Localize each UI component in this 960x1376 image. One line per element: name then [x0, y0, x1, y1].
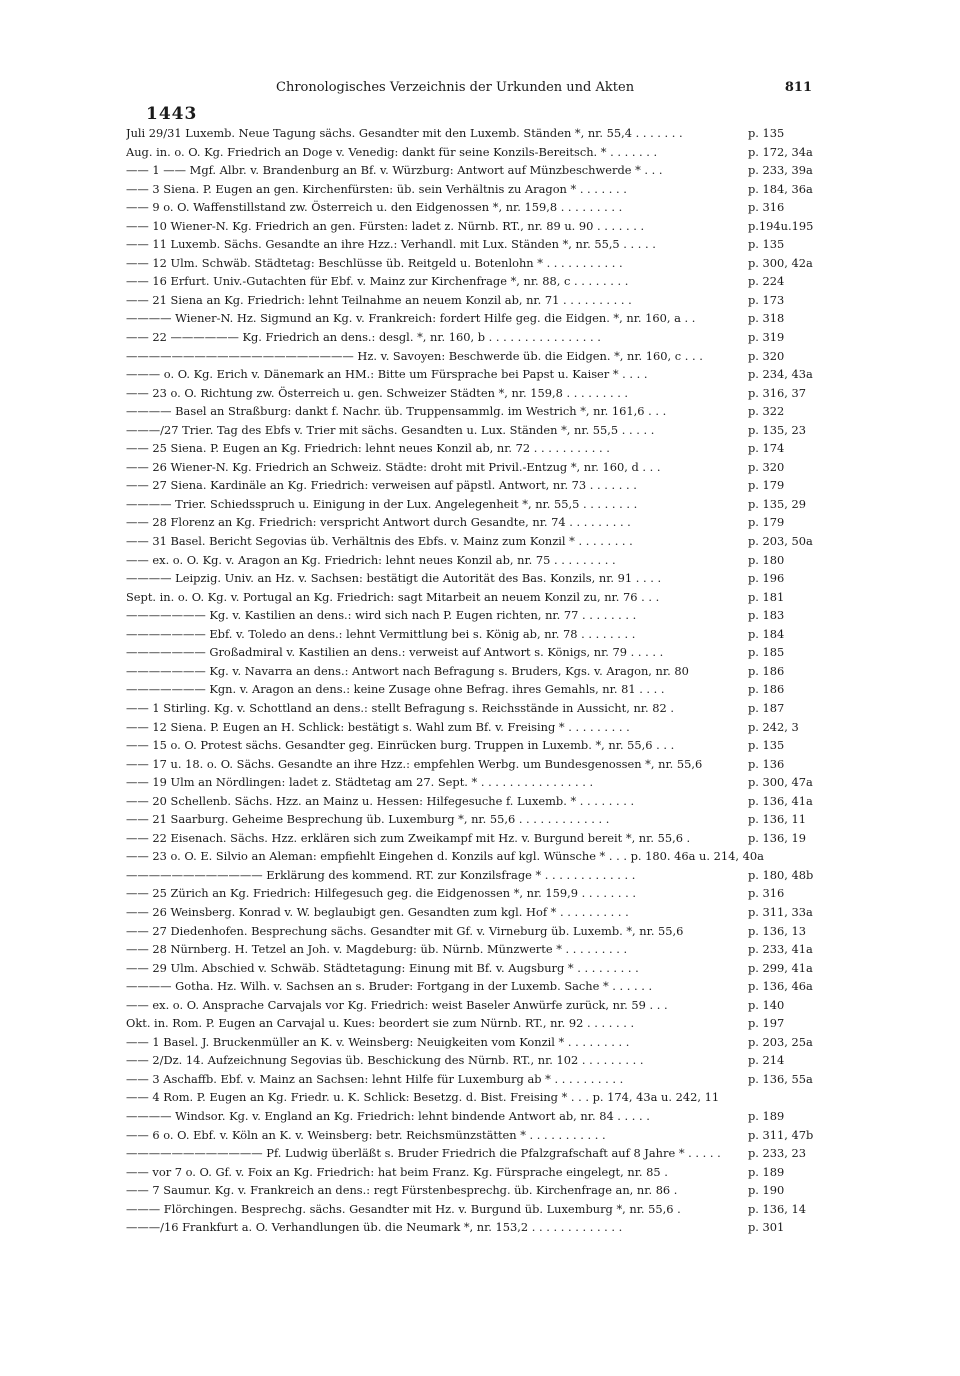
- page-reference: p. 311, 47b: [746, 1126, 814, 1145]
- page-reference: p. 203, 50a: [746, 532, 814, 551]
- entry-text: ——— o. O. Kg. Erich v. Dänemark an HM.: Bitte um Fürsprache bei Papst u. Kaiser * . . . .: [126, 367, 648, 382]
- list-item: [126, 1033, 814, 1052]
- page-reference: p. 136: [746, 755, 814, 774]
- list-item: [126, 643, 814, 662]
- page-reference: p. 316: [746, 198, 814, 217]
- entry-text: —— 1 Stirling. Kg. v. Schottland an dens.: stellt Befragung s. Reichsstände in Aussicht, nr. 82 .: [126, 700, 674, 715]
- page-reference: p. 135, 29: [746, 495, 814, 514]
- entry-text: ———— Trier. Schiedsspruch u. Einigung in der Lux. Angelegenheit *, nr. 55,5 . . . . . . . .: [126, 496, 638, 511]
- list-item: [126, 272, 814, 291]
- page-reference: p. 234, 43a: [746, 365, 814, 384]
- running-header: [120, 80, 812, 100]
- page-reference: p. 184, 36a: [746, 180, 814, 199]
- entry-text: ———— Windsor. Kg. v. England an Kg. Friedrich: lehnt bindende Antwort ab, nr. 84 . . . . .: [126, 1108, 650, 1123]
- page-reference: p. 140: [746, 996, 814, 1015]
- entry-text: —— 25 Zürich an Kg. Friedrich: Hilfegesuch geg. die Eidgenossen *, nr. 159,9 . . . . . . . .: [126, 886, 636, 901]
- entry-text: ———————————————————— Hz. v. Savoyen: Beschwerde üb. die Eidgen. *, nr. 160, c . . .: [126, 348, 703, 363]
- page-reference: p. 233, 23: [746, 1144, 814, 1163]
- list-item: [126, 829, 814, 848]
- page-reference: p. 180, 48b: [746, 866, 814, 885]
- entry-text: —— ex. o. O. Ansprache Carvajals vor Kg. Friedrich: weist Baseler Anwürfe zurück, nr. 59 . . .: [126, 997, 668, 1012]
- list-item: [126, 866, 814, 885]
- entry-text: —— ex. o. O. Kg. v. Aragon an Kg. Friedrich: lehnt neues Konzil ab, nr. 75 . . . . . . . . .: [126, 552, 616, 567]
- list-item: [126, 625, 814, 644]
- page-reference: p. 311, 33a: [746, 903, 814, 922]
- page-reference: p. 187: [746, 699, 814, 718]
- list-item: [126, 458, 814, 477]
- list-item: [126, 1126, 814, 1145]
- page-reference: p. 135, 23: [746, 421, 814, 440]
- page-reference: p. 189: [746, 1163, 814, 1182]
- entry-text: —— 1 —— Mgf. Albr. v. Brandenburg an Bf. v. Würzburg: Antwort auf Münzbeschwerde * . . .: [126, 163, 663, 178]
- page-reference: p. 320: [746, 458, 814, 477]
- page-number: 811: [784, 80, 812, 95]
- list-item: [126, 1181, 814, 1200]
- entry-text: —— 22 Eisenach. Sächs. Hzz. erklären sich zum Zweikampf mit Hz. v. Burgund bereit *, nr. 55,6 .: [126, 830, 691, 845]
- entry-text: ——————— Kg. v. Kastilien an dens.: wird sich nach P. Eugen richten, nr. 77 . . . . . . . .: [126, 608, 637, 623]
- list-item: [126, 662, 814, 681]
- list-item: [126, 532, 814, 551]
- list-item: [126, 847, 814, 866]
- page-reference: p. 316: [746, 884, 814, 903]
- year-heading: 1443: [146, 104, 198, 124]
- list-item: [126, 347, 814, 366]
- entry-text: ——————— Kg. v. Navarra an dens.: Antwort nach Befragung s. Bruders, Kgs. v. Aragon, nr. 80: [126, 663, 689, 678]
- entry-text: —— 27 Diedenhofen. Besprechung sächs. Gesandter mit Gf. v. Virneburg üb. Luxemb. *, nr. 55,6: [126, 923, 684, 938]
- list-item: [126, 959, 814, 978]
- list-item: [126, 513, 814, 532]
- list-item: [126, 1051, 814, 1070]
- entry-text: Sept. in. o. O. Kg. v. Portugal an Kg. Friedrich: sagt Mitarbeit an neuem Konzil zu, nr. 76 . . .: [126, 589, 660, 604]
- entry-text: —— 1 Basel. J. Bruckenmüller an K. v. Weinsberg: Neuigkeiten vom Konzil * . . . . . . . . .: [126, 1034, 630, 1049]
- entry-text: —— 25 Siena. P. Eugen an Kg. Friedrich: lehnt neues Konzil ab, nr. 72 . . . . . . . . . . .: [126, 441, 610, 456]
- list-item: [126, 384, 814, 403]
- page-reference: p. 136, 13: [746, 922, 814, 941]
- page-reference: p. 197: [746, 1014, 814, 1033]
- header-title: Chronologisches Verzeichnis der Urkunden und Akten: [276, 80, 635, 95]
- list-item: [126, 254, 814, 273]
- list-item: [126, 198, 814, 217]
- entry-text: —— 21 Saarburg. Geheime Besprechung üb. Luxemburg *, nr. 55,6 . . . . . . . . . . . . .: [126, 812, 610, 827]
- list-item: [126, 699, 814, 718]
- entry-text: —— 28 Nürnberg. H. Tetzel an Joh. v. Magdeburg: üb. Nürnb. Münzwerte * . . . . . . . . .: [126, 942, 628, 957]
- page-reference: p. 179: [746, 513, 814, 532]
- list-item: [126, 736, 814, 755]
- entry-text: —— 11 Luxemb. Sächs. Gesandte an ihre Hzz.: Verhandl. mit Lux. Ständen *, nr. 55,5 . . . . .: [126, 237, 656, 252]
- entry-text: —— 3 Aschaffb. Ebf. v. Mainz an Sachsen: lehnt Hilfe für Luxemburg ab * . . . . . . . . . .: [126, 1071, 624, 1086]
- page-reference: p. 186: [746, 680, 814, 699]
- list-item: [126, 235, 814, 254]
- chronology-list: [126, 124, 814, 1237]
- list-item: [126, 922, 814, 941]
- page-reference: p. 181: [746, 588, 814, 607]
- list-item: [126, 1144, 814, 1163]
- page-reference: p. 172, 34a: [746, 143, 814, 162]
- page-reference: p. 135: [746, 235, 814, 254]
- entry-text: —— 21 Siena an Kg. Friedrich: lehnt Teilnahme an neuem Konzil ab, nr. 71 . . . . . . . . . .: [126, 292, 632, 307]
- list-item: [126, 291, 814, 310]
- entry-text: ———/27 Trier. Tag des Ebfs v. Trier mit sächs. Gesandten u. Lux. Ständen *, nr. 55,5 . . . . .: [126, 422, 655, 437]
- list-item: [126, 903, 814, 922]
- entry-text: —— 19 Ulm an Nördlingen: ladet z. Städtetag am 27. Sept. * . . . . . . . . . . . . . . . .: [126, 775, 594, 790]
- list-item: [126, 180, 814, 199]
- list-item: [126, 161, 814, 180]
- page-reference: p. 174: [746, 439, 814, 458]
- page-reference: p. 196: [746, 569, 814, 588]
- list-item: [126, 551, 814, 570]
- page-reference: p. 136, 41a: [746, 792, 814, 811]
- page-reference: p. 316, 37: [746, 384, 814, 403]
- entry-text: —— 29 Ulm. Abschied v. Schwäb. Städtetagung: Einung mit Bf. v. Augsburg * . . . . . . . . .: [126, 960, 639, 975]
- list-item: [126, 421, 814, 440]
- list-item: [126, 124, 814, 143]
- page-reference: p. 242, 3: [746, 718, 814, 737]
- page-reference: p. 136, 19: [746, 829, 814, 848]
- entry-text: —— 2/Dz. 14. Aufzeichnung Segovias üb. Beschickung des Nürnb. RT., nr. 102 . . . . . . . . .: [126, 1053, 644, 1068]
- entry-text: —— 4 Rom. P. Eugen an Kg. Friedr. u. K. Schlick: Besetzg. d. Bist. Freising * . . . p. 174, 43a u. 242, 11: [126, 1090, 720, 1105]
- entry-text: ———— Gotha. Hz. Wilh. v. Sachsen an s. Bruder: Fortgang in der Luxemb. Sache * . . . . . .: [126, 979, 653, 994]
- list-item: [126, 977, 814, 996]
- page-reference: p. 183: [746, 606, 814, 625]
- list-item: [126, 1200, 814, 1219]
- page-reference: p. 136, 14: [746, 1200, 814, 1219]
- page-reference: p. 299, 41a: [746, 959, 814, 978]
- page-reference: p.194u.195: [746, 217, 814, 236]
- entry-text: —— 15 o. O. Protest sächs. Gesandter geg. Einrücken burg. Truppen in Luxemb. *, nr. 55,6 . . .: [126, 738, 675, 753]
- entry-text: ———— Basel an Straßburg: dankt f. Nachr. üb. Truppensammlg. im Westrich *, nr. 161,6 . . .: [126, 404, 667, 419]
- entry-text: ——— Flörchingen. Besprechg. sächs. Gesandter mit Hz. v. Burgund üb. Luxemburg *, nr. 55,6 .: [126, 1201, 681, 1216]
- entry-text: —— 16 Erfurt. Univ.-Gutachten für Ebf. v. Mainz zur Kirchenfrage *, nr. 88, c . . . . . . . .: [126, 274, 629, 289]
- list-item: [126, 606, 814, 625]
- list-item: [126, 940, 814, 959]
- list-item: [126, 1070, 814, 1089]
- page-reference: p. 179: [746, 476, 814, 495]
- list-item: [126, 439, 814, 458]
- list-item: [126, 328, 814, 347]
- entry-text: —— 22 —————— Kg. Friedrich an dens.: desgl. *, nr. 160, b . . . . . . . . . . . . . . . .: [126, 330, 601, 345]
- page-reference: p. 320: [746, 347, 814, 366]
- list-item: [126, 792, 814, 811]
- list-item: [126, 996, 814, 1015]
- entry-text: —— 7 Saumur. Kg. v. Frankreich an dens.: regt Fürstenbesprechg. üb. Kirchenfrage an, nr. 86 .: [126, 1183, 678, 1198]
- entry-text: ———— Wiener-N. Hz. Sigmund an Kg. v. Frankreich: fordert Hilfe geg. die Eidgen. *, nr. 160, a . .: [126, 311, 696, 326]
- list-item: [126, 1107, 814, 1126]
- entry-text: ———————————— Pf. Ludwig überläßt s. Bruder Friedrich die Pfalzgrafschaft auf 8 Jahre * . . . . .: [126, 1146, 721, 1161]
- page-reference: p. 233, 39a: [746, 161, 814, 180]
- list-item: [126, 755, 814, 774]
- page-reference: p. 135: [746, 124, 814, 143]
- entry-text: —— 12 Siena. P. Eugen an H. Schlick: bestätigt s. Wahl zum Bf. v. Freising * . . . . . . . . .: [126, 719, 630, 734]
- list-item: [126, 884, 814, 903]
- entry-text: —— vor 7 o. O. Gf. v. Foix an Kg. Friedrich: hat beim Franz. Kg. Fürsprache eingelegt, nr. 85 .: [126, 1164, 668, 1179]
- entry-text: —— 23 o. O. E. Silvio an Aleman: empfiehlt Eingehen d. Konzils auf kgl. Wünsche * . . . p. 180. 46a u. 214, 40a: [126, 849, 764, 864]
- entry-text: ——————— Kgn. v. Aragon an dens.: keine Zusage ohne Befrag. ihres Gemahls, nr. 81 . . . .: [126, 682, 665, 697]
- page-reference: p. 189: [746, 1107, 814, 1126]
- page-reference: p. 136, 11: [746, 810, 814, 829]
- page-reference: p. 136, 55a: [746, 1070, 814, 1089]
- page-reference: p. 319: [746, 328, 814, 347]
- entry-text: Aug. in. o. O. Kg. Friedrich an Doge v. Venedig: dankt für seine Konzils-Bereitsch. * . . . . . . .: [126, 144, 658, 159]
- page-reference: p. 186: [746, 662, 814, 681]
- entry-text: —— 20 Schellenb. Sächs. Hzz. an Mainz u. Hessen: Hilfegesuche f. Luxemb. * . . . . . . . .: [126, 793, 635, 808]
- page-reference: p. 300, 42a: [746, 254, 814, 273]
- entry-text: ——————— Großadmiral v. Kastilien an dens.: verweist auf Antwort s. Königs, nr. 79 . . . . .: [126, 645, 664, 660]
- entry-text: Okt. in. Rom. P. Eugen an Carvajal u. Kues: beordert sie zum Nürnb. RT., nr. 92 . . . . . . .: [126, 1016, 635, 1031]
- page-reference: p. 135: [746, 736, 814, 755]
- page-reference: p. 190: [746, 1181, 814, 1200]
- page-reference: p. 322: [746, 402, 814, 421]
- list-item: [126, 588, 814, 607]
- entry-text: —— 23 o. O. Richtung zw. Österreich u. gen. Schweizer Städten *, nr. 159,8 . . . . . . . . .: [126, 385, 629, 400]
- page-reference: p. 136, 46a: [746, 977, 814, 996]
- list-item: [126, 217, 814, 236]
- entry-text: —— 26 Wiener-N. Kg. Friedrich an Schweiz. Städte: droht mit Privil.-Entzug *, nr. 160, d . . .: [126, 459, 661, 474]
- list-item: [126, 810, 814, 829]
- entry-text: —— 26 Weinsberg. Konrad v. W. beglaubigt gen. Gesandten zum kgl. Hof * . . . . . . . . . .: [126, 904, 629, 919]
- list-item: [126, 143, 814, 162]
- page-reference: p. 185: [746, 643, 814, 662]
- list-item: [126, 1014, 814, 1033]
- list-item: [126, 1088, 814, 1107]
- entry-text: Juli 29/31 Luxemb. Neue Tagung sächs. Gesandter mit den Luxemb. Ständen *, nr. 55,4 . . . . . . .: [126, 126, 683, 140]
- page-reference: p. 184: [746, 625, 814, 644]
- entry-text: ——————— Ebf. v. Toledo an dens.: lehnt Vermittlung bei s. König ab, nr. 78 . . . . . . . .: [126, 626, 636, 641]
- list-item: [126, 365, 814, 384]
- list-item: [126, 773, 814, 792]
- list-item: [126, 569, 814, 588]
- list-item: [126, 476, 814, 495]
- list-item: [126, 402, 814, 421]
- entry-text: —— 31 Basel. Bericht Segovias üb. Verhältnis des Ebfs. v. Mainz zum Konzil * . . . . . . . .: [126, 534, 633, 549]
- page-reference: p. 173: [746, 291, 814, 310]
- page-reference: p. 318: [746, 309, 814, 328]
- page-reference: p. 203, 25a: [746, 1033, 814, 1052]
- entry-text: ———— Leipzig. Univ. an Hz. v. Sachsen: bestätigt die Autorität des Bas. Konzils, nr. 91 . . . .: [126, 571, 662, 586]
- entry-text: —— 27 Siena. Kardinäle an Kg. Friedrich: verweisen auf päpstl. Antwort, nr. 73 . . . . . . .: [126, 478, 637, 493]
- entry-text: —— 9 o. O. Waffenstillstand zw. Österreich u. den Eidgenossen *, nr. 159,8 . . . . . . . . .: [126, 200, 623, 215]
- page-reference: p. 214: [746, 1051, 814, 1070]
- page-reference: p. 224: [746, 272, 814, 291]
- entry-text: ———————————— Erklärung des kommend. RT. zur Konzilsfrage * . . . . . . . . . . . . .: [126, 867, 636, 882]
- list-item: [126, 680, 814, 699]
- list-item: [126, 309, 814, 328]
- entry-text: —— 3 Siena. P. Eugen an gen. Kirchenfürsten: üb. sein Verhältnis zu Aragon * . . . . . . .: [126, 181, 627, 196]
- list-item: [126, 495, 814, 514]
- entry-text: —— 17 u. 18. o. O. Sächs. Gesandte an ihre Hzz.: empfehlen Werbg. um Bundesgenossen *, nr. 55,6: [126, 756, 703, 771]
- entry-text: —— 28 Florenz an Kg. Friedrich: verspricht Antwort durch Gesandte, nr. 74 . . . . . . . . .: [126, 515, 631, 530]
- page-reference: p. 300, 47a: [746, 773, 814, 792]
- entry-text: ———/16 Frankfurt a. O. Verhandlungen üb. die Neumark *, nr. 153,2 . . . . . . . . . . . . .: [126, 1220, 623, 1235]
- entry-text: —— 12 Ulm. Schwäb. Städtetag: Beschlüsse üb. Reitgeld u. Botenlohn * . . . . . . . . . . .: [126, 255, 623, 270]
- page-reference: p. 233, 41a: [746, 940, 814, 959]
- list-item: [126, 1163, 814, 1182]
- entry-text: —— 6 o. O. Ebf. v. Köln an K. v. Weinsberg: betr. Reichsmünzstätten * . . . . . . . . . . .: [126, 1127, 606, 1142]
- list-item: [126, 718, 814, 737]
- entry-text: —— 10 Wiener-N. Kg. Friedrich an gen. Fürsten: ladet z. Nürnb. RT., nr. 89 u. 90 . . . . . . .: [126, 218, 645, 233]
- page-reference: p. 301: [746, 1218, 814, 1237]
- list-item: [126, 1218, 814, 1237]
- page-reference: p. 180: [746, 551, 814, 570]
